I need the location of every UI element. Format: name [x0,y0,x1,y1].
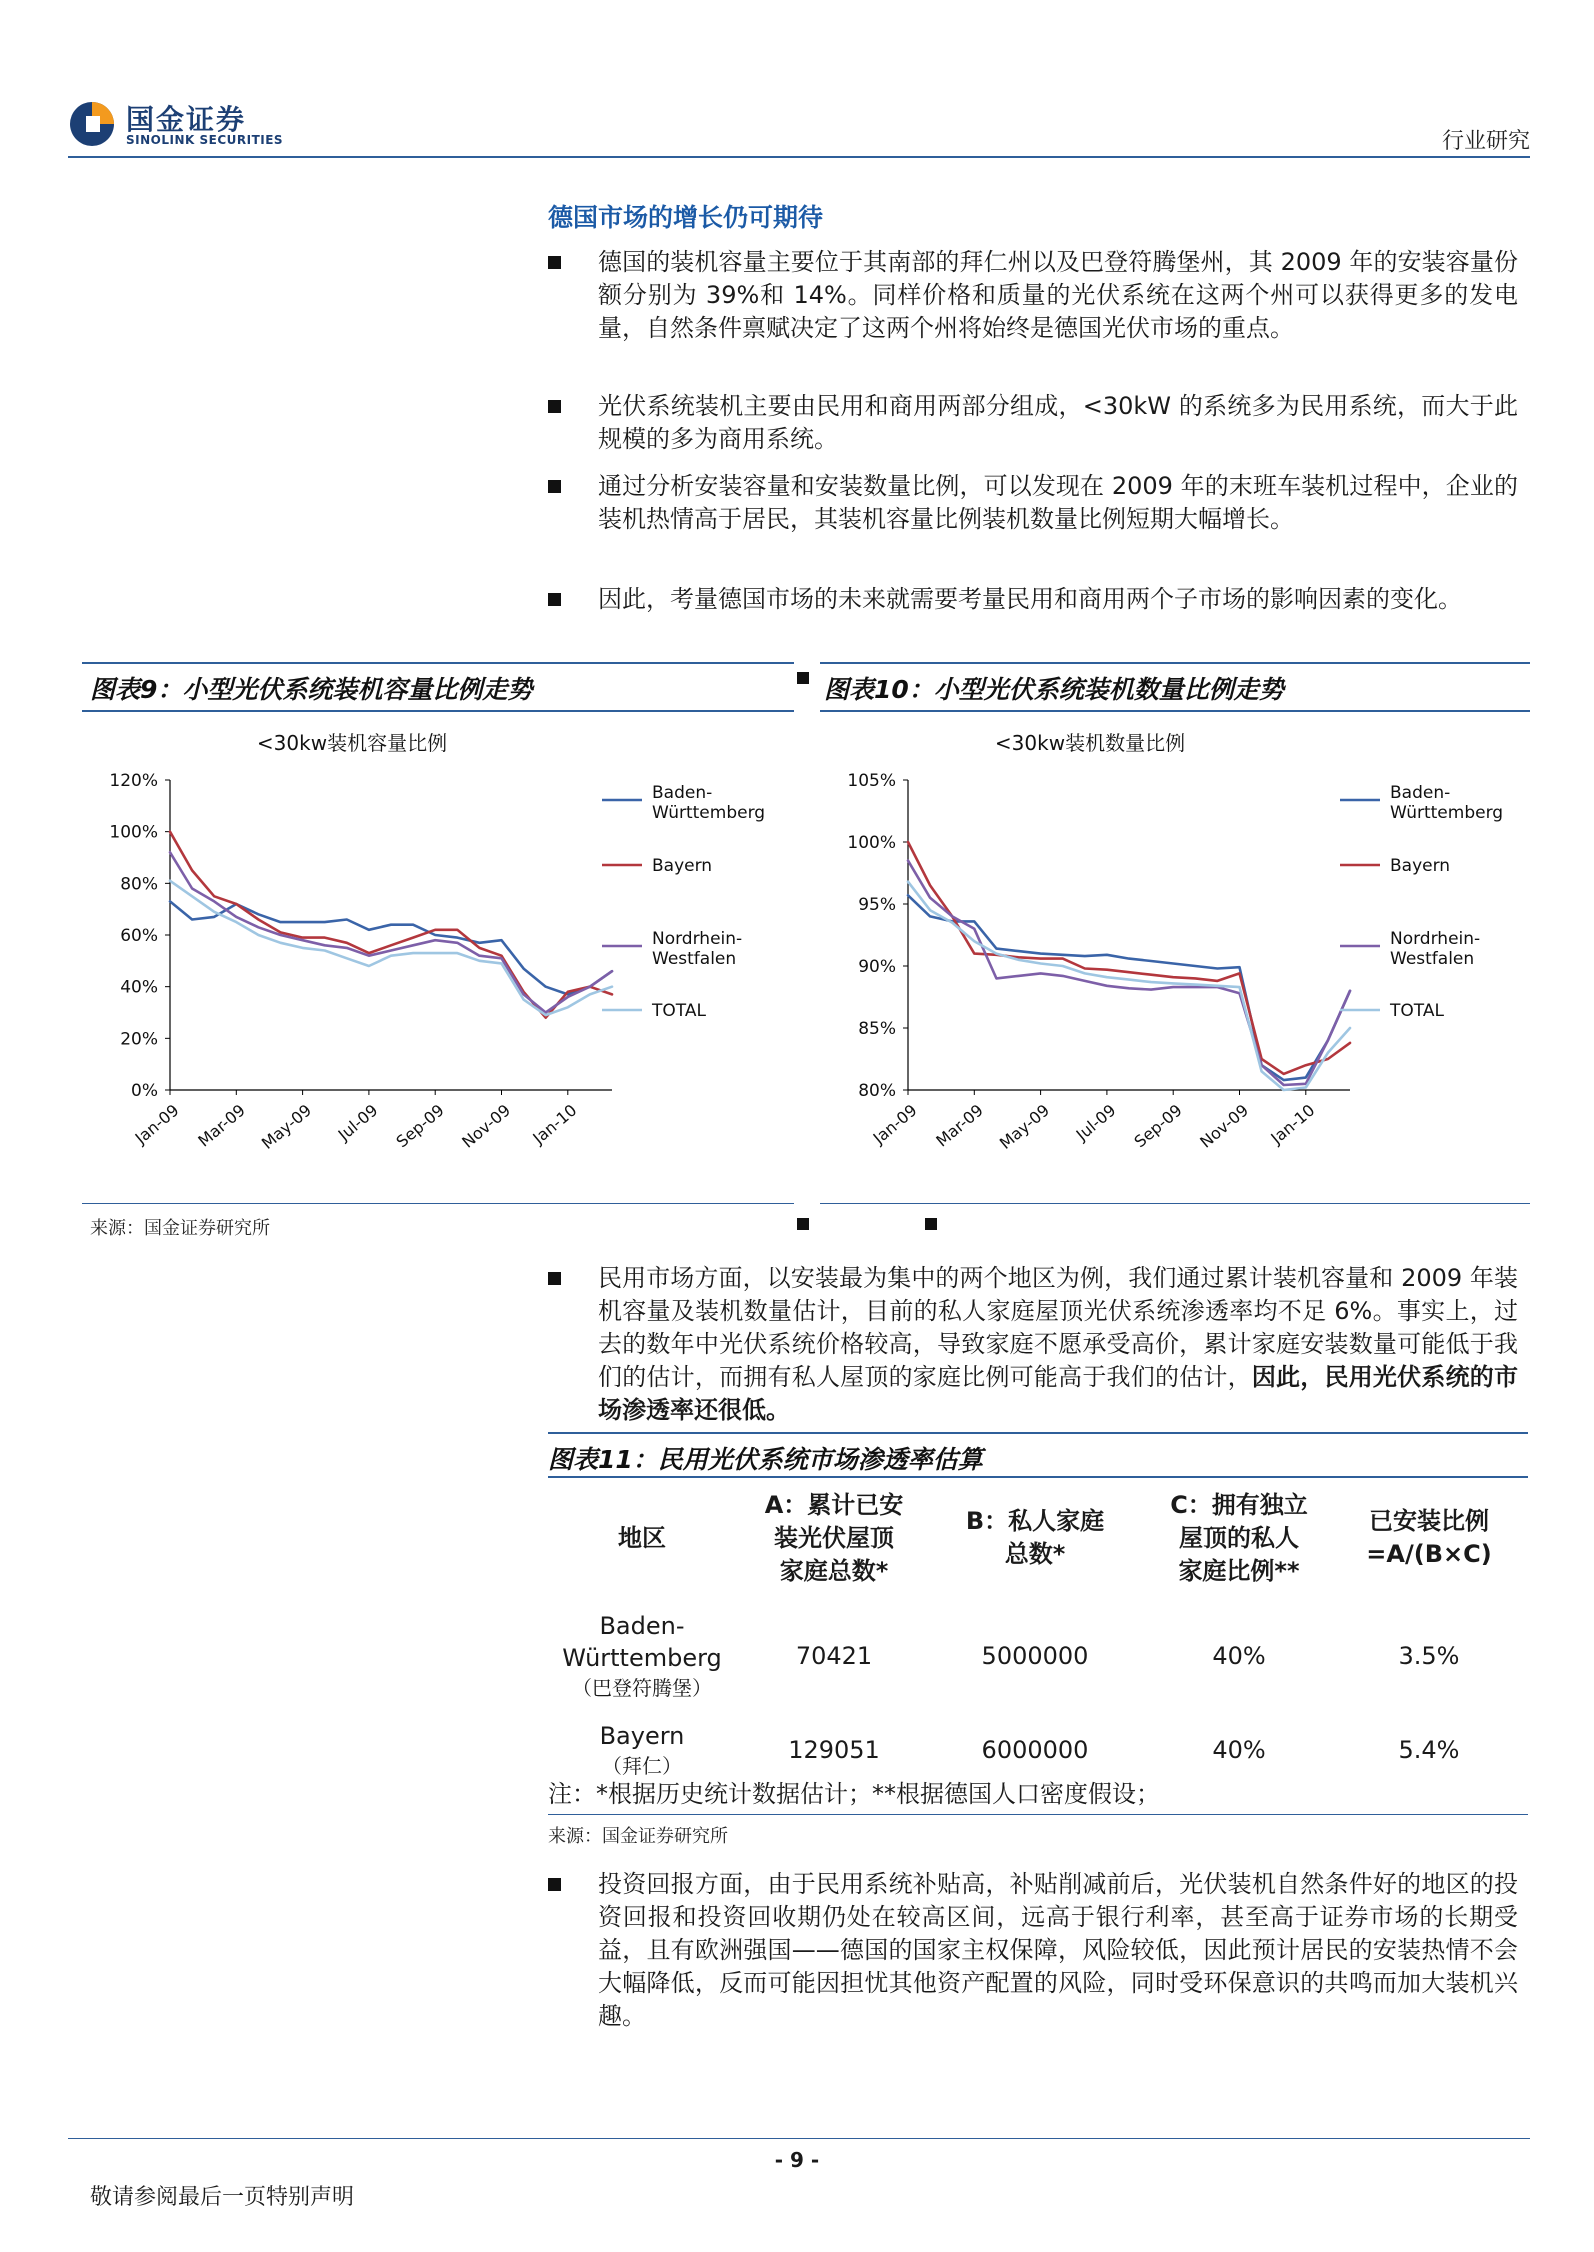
figure9-top-rule [82,662,794,664]
cell-c: 40% [1212,1736,1266,1764]
y-tick-label: 120% [109,771,158,791]
chart-title: <30kw装机容量比例 [256,731,448,755]
figure11-source: 来源：国金证券研究所 [548,1826,728,1847]
legend-label: Bayern [1390,856,1451,876]
legend-label: Württemberg [1390,803,1504,823]
cell-a: 129051 [788,1736,880,1764]
bullet-square-icon [548,480,561,493]
figure9-bottom-rule [82,1203,794,1204]
bullet-text: 投资回报方面，由于民用系统补贴高，补贴削减前后，光伏装机自然条件好的地区的投资回报和投资回收期仍处在较高区间，远高于银行利率，甚至高于证券市场的长期受益，且有欧洲强国——德国的国家主权保障，风险较低，因此预计居民的安装热情不会大幅降低，反而可能因担忧其他资产配置的风险，同时受环保意识的共鸣而加大装机兴趣。 [598,1870,1518,2030]
chart-title: <30kw装机数量比例 [994,731,1186,755]
bullet-text-bold: 因此，民用光伏系统的市场渗透率还很低。 [598,1363,1519,1424]
legend-label: TOTAL [1390,1001,1444,1021]
series-line [908,882,1350,1090]
disclaimer-note: 敬请参阅最后一页特别声明 [90,2185,355,2210]
table-header-cell: 地区 [618,1523,666,1552]
series-line [170,881,612,1015]
legend-label: Baden- [1390,783,1451,803]
region-name: Baden- Württemberg [562,1612,722,1672]
figure10-bottom-rule [820,1203,1530,1204]
cell-b: 6000000 [981,1736,1089,1764]
table-note: 注：*根据历史统计数据估计；**根据德国人口密度假设； [548,1780,1160,1808]
x-tick-label: Mar-09 [194,1100,249,1151]
bullet-text: 因此，考量德国市场的未来就需要考量民用和商用两个子市场的影响因素的变化。 [598,585,1462,613]
cell-ratio: 5.4% [1398,1736,1460,1764]
y-tick-label: 90% [858,957,896,977]
legend-label: TOTAL [652,1001,706,1021]
series-line [170,852,612,1012]
region-name-cn: （巴登符腾堡） [572,1676,712,1700]
page-number: - 9 - [774,2148,820,2172]
penetration-table [548,1478,1518,1786]
x-tick-label: Mar-09 [932,1100,987,1151]
y-tick-label: 80% [858,1081,896,1101]
bullet-item [548,390,1518,456]
cell-ratio: 3.5% [1398,1642,1460,1670]
bullet-item [548,1868,1518,2033]
y-tick-label: 20% [120,1029,158,1050]
bullet-square-icon [548,1272,561,1285]
x-tick-label: May-09 [257,1100,316,1153]
bullet-text: 德国的装机容量主要位于其南部的拜仁州以及巴登符腾堡州，其 2009 年的安装容量份额分别为 39%和 14%。同样价格和质量的光伏系统在这两个州可以获得更多的发电量，自然条件禀赋决定了这两个州将始终是德国光伏市场的重点。 [598,248,1518,342]
table-row [548,1598,1518,1714]
x-tick-label: Jan-09 [869,1100,921,1148]
header-divider [68,156,1530,158]
y-tick-label: 85% [858,1019,896,1039]
figure11-title: 图表11：民用光伏系统市场渗透率估算 [548,1445,983,1474]
table-header-cell: 已安装比例 =A/(B×C) [1366,1507,1492,1568]
x-tick-label: Jan-10 [1267,1100,1319,1148]
legend-label: Nordrhein- [1390,929,1481,949]
sinolink-logo-icon [68,100,116,148]
figure11-top-rule [548,1432,1528,1434]
figure10-title: 图表10：小型光伏系统装机数量比例走势 [824,675,1284,704]
x-tick-label: Nov-09 [1196,1100,1253,1152]
bullet-text [598,1262,1518,1427]
legend-label: Westfalen [1390,949,1475,969]
legend-label: Bayern [652,856,713,876]
bullet-square-icon [548,593,561,606]
table-header-cell: C：拥有独立 屋顶的私人 家庭比例** [1170,1490,1308,1585]
figure10-top-rule [820,662,1530,664]
legend-label: Nordrhein- [652,929,743,949]
bullet-item [548,470,1518,536]
legend-label: Württemberg [652,803,766,823]
bullet-item [548,246,1518,345]
x-tick-label: Jul-09 [334,1100,382,1145]
chart-capacity-ratio [82,720,794,1200]
section-title: 德国市场的增长仍可期待 [548,203,824,232]
section-tag: 行业研究 [1441,129,1530,154]
separator-square-icon [797,672,809,684]
x-tick-label: Jan-10 [529,1100,581,1148]
x-tick-label: Sep-09 [1130,1100,1186,1152]
separator-square-icon [925,1218,937,1230]
y-tick-label: 0% [131,1081,158,1101]
figure9-title: 图表9：小型光伏系统装机容量比例走势 [90,675,533,704]
y-tick-label: 60% [120,926,158,946]
cell-b: 5000000 [981,1642,1089,1670]
bullet-text: 通过分析安装容量和安装数量比例，可以发现在 2009 年的末班车装机过程中，企业的装机热情高于居民，其装机容量比例装机数量比例短期大幅增长。 [598,472,1518,533]
region-cell [548,1598,736,1714]
bullet-item [548,1262,1518,1427]
separator-square-icon [797,1218,809,1230]
cell-a: 70421 [795,1642,873,1670]
bullet-item [548,583,1518,616]
figure9-source: 来源：国金证券研究所 [90,1218,270,1239]
table-header-cell: A：累计已安 装光伏屋顶 家庭总数* [764,1490,904,1585]
y-tick-label: 100% [847,833,896,853]
bullet-square-icon [548,256,561,269]
bullet-text-normal: 民用市场方面，以安装最为集中的两个地区为例，我们通过累计装机容量和 2009 年装机容量及装机数量估计，目前的私人家庭屋顶光伏系统渗透率均不足 6%。事实上，过去的数年中光伏系统价格较高，导致家庭不愿承受高价，累计家庭安装数量可能低于我们的估计，而拥有私人屋顶的家庭比例可能高于我们的估计， [598,1264,1518,1391]
legend-label: Westfalen [652,949,737,969]
y-tick-label: 100% [109,822,158,843]
y-tick-label: 40% [120,977,158,998]
x-tick-label: Nov-09 [458,1100,515,1152]
table-header-cell: B：私人家庭 总数* [965,1507,1105,1568]
region-name-cn: （拜仁） [602,1754,682,1778]
chart-count-ratio [820,720,1530,1200]
x-tick-label: Sep-09 [392,1100,448,1152]
y-tick-label: 105% [847,771,896,791]
y-tick-label: 80% [120,874,158,895]
figure9-title-rule [82,710,794,712]
region-name: Bayern [599,1722,685,1750]
x-tick-label: May-09 [995,1100,1054,1153]
bullet-square-icon [548,400,561,413]
x-tick-label: Jan-09 [131,1100,183,1148]
bullet-square-icon [548,1878,561,1891]
legend-label: Baden- [652,783,713,803]
figure10-title-rule [820,710,1530,712]
footer-divider [68,2138,1530,2139]
table-header-row [548,1478,1518,1598]
bullet-text: 光伏系统装机主要由民用和商用两部分组成，<30kW 的系统多为民用系统，而大于此规模的多为商用系统。 [598,392,1518,453]
logo-chinese-name: 国金证券 [126,103,247,136]
cell-c: 40% [1212,1642,1266,1670]
x-tick-label: Jul-09 [1072,1100,1120,1145]
y-tick-label: 95% [858,895,896,915]
logo-english-name: SINOLINK SECURITIES [126,133,284,147]
figure11-bottom-rule [548,1814,1528,1815]
